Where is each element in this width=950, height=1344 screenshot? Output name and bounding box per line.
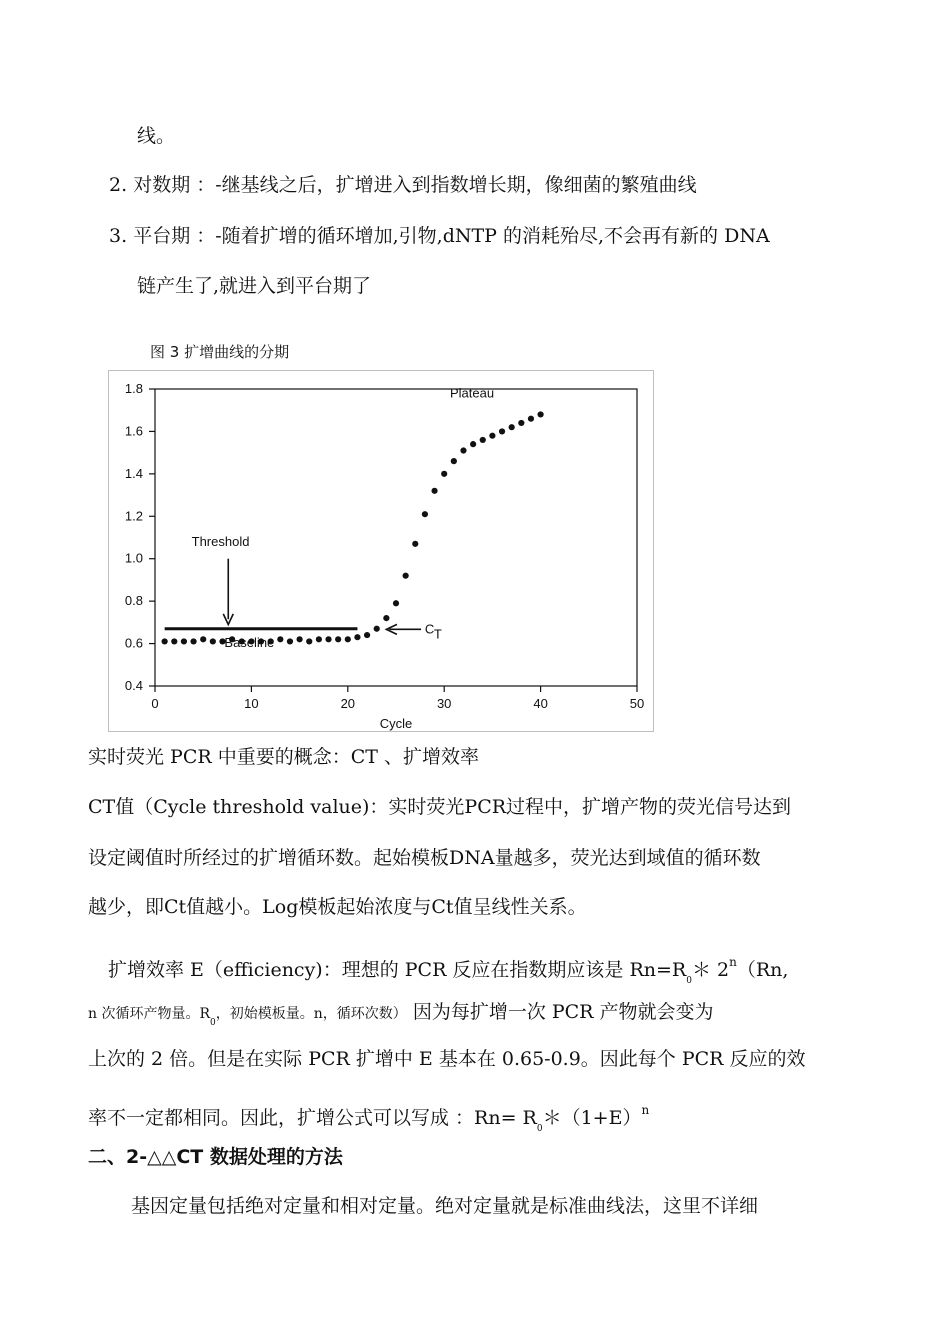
- data-point: [364, 632, 370, 638]
- paragraph-line: [88, 1098, 649, 1141]
- y-tick-label: 1.0: [124, 550, 143, 566]
- y-tick-label: 0.6: [124, 635, 143, 651]
- text-fragment: 扩增效率 E（efficiency)：理想的 PCR 反应在指数期应该是 Rn=R: [108, 959, 687, 981]
- superscript: n: [729, 955, 737, 969]
- list-text: 对数期 ：-继基线之后，扩增进入到指数增长期，像细菌的繁殖曲线: [133, 174, 697, 196]
- section-title: [88, 745, 479, 769]
- data-point: [345, 636, 351, 642]
- data-point: [412, 541, 418, 547]
- text-fragment: CT值（Cycle threshold value)：实时荧光PCR过程中，扩增产物的荧光信号达到: [88, 796, 792, 818]
- text-fragment: ，初始模板量。n，循环次数）: [215, 1006, 407, 1022]
- data-point: [181, 638, 187, 644]
- plateau-label: Plateau: [449, 385, 495, 401]
- data-point: [374, 626, 380, 632]
- data-point: [460, 447, 466, 453]
- data-point: [422, 511, 428, 517]
- data-point: [441, 471, 447, 477]
- subscript: 0: [536, 1124, 543, 1134]
- x-tick-label: 30: [436, 696, 452, 711]
- y-tick-label: 0.8: [124, 593, 143, 609]
- text-fragment: （Rn,: [736, 959, 789, 981]
- subscript: 0: [686, 976, 692, 986]
- text-fragment: ＊ 2: [691, 959, 730, 981]
- text-fragment: 上次的 2 倍。但是在实际 PCR 扩增中 E 基本在 0.65-0.9。因此每个 PCR 反应的效: [88, 1048, 806, 1070]
- data-points: [162, 411, 544, 644]
- x-tick-label: 20: [340, 696, 356, 711]
- data-point: [538, 411, 544, 417]
- figure-caption-text: 图 3 扩增曲线的分期: [150, 343, 290, 361]
- text-fragment: 因为每扩增一次 PCR 产物就会变为: [406, 1001, 714, 1023]
- data-point: [287, 638, 293, 644]
- data-point: [499, 428, 505, 434]
- x-tick-label: 40: [533, 696, 548, 711]
- data-point: [383, 615, 389, 621]
- ct-label: C: [424, 621, 435, 637]
- data-point: [190, 638, 196, 644]
- data-point: [470, 441, 476, 447]
- ct-label-subscript: T: [433, 626, 442, 642]
- list-text: 平台期 ：-随着扩增的循环增加,引物,dNTP 的消耗殆尽,不会再有新的 DNA: [133, 225, 770, 247]
- data-point: [528, 416, 534, 422]
- data-point: [480, 437, 486, 443]
- section-heading-text: 二、2-△△CT 数据处理的方法: [88, 1146, 343, 1168]
- list-item: [109, 173, 697, 197]
- section-heading: [88, 1145, 343, 1169]
- data-point: [162, 638, 168, 644]
- data-point: [210, 638, 216, 644]
- text-fragment: 基因定量包括绝对定量和相对定量。绝对定量就是标准曲线法，这里不详细: [131, 1195, 759, 1217]
- data-point: [451, 458, 457, 464]
- amplification-chart: [108, 370, 654, 732]
- text-fragment: 越少，即Ct值越小。Log模板起始浓度与Ct值呈线性关系。: [88, 896, 587, 918]
- data-point: [325, 636, 331, 642]
- y-tick-label: 1.6: [124, 423, 143, 439]
- text-fragment: n 次循环产物量。R: [88, 1006, 211, 1022]
- paragraph-line: [108, 950, 788, 993]
- data-point: [393, 600, 399, 606]
- paragraph-line: [88, 846, 761, 870]
- list-number: 2.: [109, 174, 128, 196]
- data-point: [297, 636, 303, 642]
- data-point: [489, 433, 495, 439]
- x-tick-label: 0: [151, 696, 159, 711]
- section-title-text: 实时荧光 PCR 中重要的概念：CT 、扩增效率: [88, 746, 479, 768]
- data-point: [316, 636, 322, 642]
- list-item: [109, 224, 770, 248]
- chart-axes: [125, 381, 644, 731]
- data-point: [306, 638, 312, 644]
- text-fragment: 线。: [137, 125, 176, 147]
- text-fragment: 设定阈值时所经过的扩增循环数。起始模板DNA量越多，荧光达到域值的循环数: [88, 847, 761, 869]
- data-point: [431, 488, 437, 494]
- y-tick-label: 1.4: [124, 465, 143, 481]
- y-tick-label: 1.2: [124, 508, 143, 524]
- x-axis-label: Cycle: [379, 716, 413, 731]
- paragraph-line: [137, 124, 175, 148]
- x-tick-label: 10: [244, 696, 259, 711]
- data-point: [509, 424, 515, 430]
- data-point: [171, 638, 177, 644]
- paragraph-line: [88, 895, 587, 919]
- data-point: [354, 634, 360, 640]
- baseline-label: Baseline: [224, 634, 275, 650]
- chart-svg: [109, 371, 655, 733]
- paragraph-line: [88, 1047, 806, 1071]
- data-point: [403, 573, 409, 579]
- y-tick-label: 0.4: [124, 678, 143, 693]
- list-number: 3.: [109, 225, 128, 247]
- data-point: [200, 636, 206, 642]
- x-tick-label: 50: [629, 696, 645, 711]
- list-item-continuation: [137, 274, 371, 298]
- paragraph-line: [88, 1000, 714, 1035]
- data-point: [335, 636, 341, 642]
- text-fragment: ＊（1+E）: [542, 1107, 642, 1129]
- data-point: [277, 636, 283, 642]
- paragraph-line: [131, 1194, 758, 1218]
- list-text: 链产生了,就进入到平台期了: [137, 275, 372, 297]
- figure-caption: [150, 340, 289, 364]
- subscript: 0: [210, 1018, 216, 1028]
- chart-annotations: [192, 385, 494, 649]
- superscript: n: [641, 1103, 650, 1117]
- paragraph-line: [88, 795, 791, 819]
- threshold-label: Threshold: [191, 533, 250, 549]
- y-tick-label: 1.8: [124, 381, 143, 396]
- text-fragment: 率不一定都相同。因此，扩增公式可以写成 ：Rn= R: [88, 1107, 537, 1129]
- data-point: [518, 420, 524, 426]
